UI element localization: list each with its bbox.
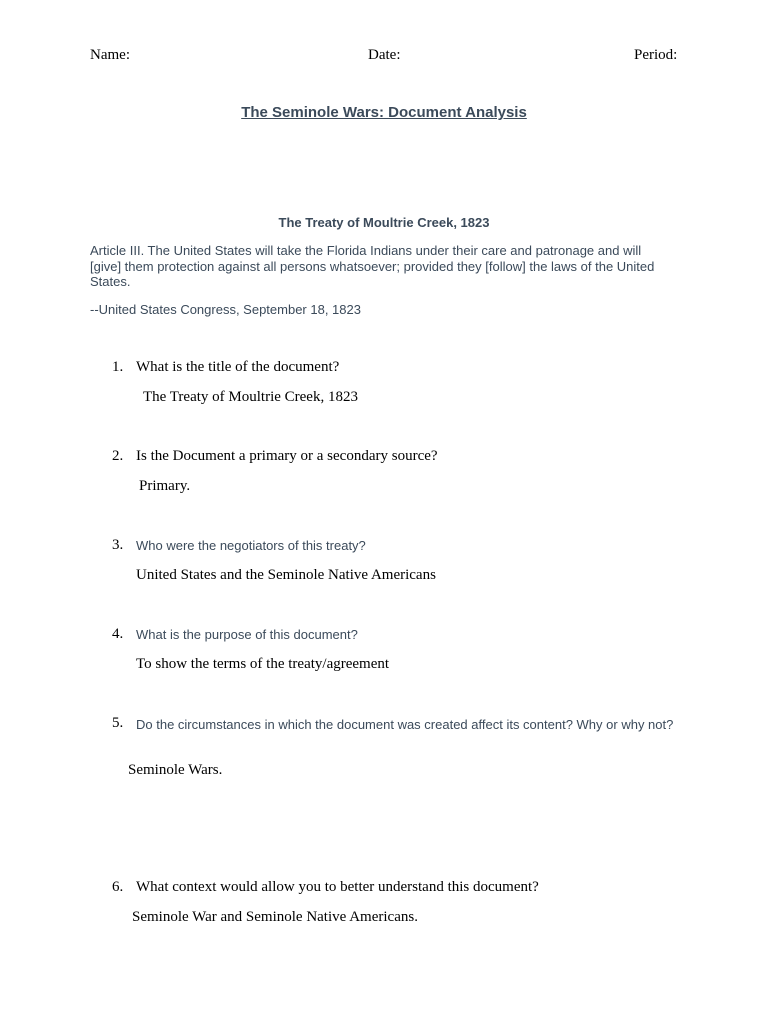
question-number: 1. <box>112 359 124 375</box>
question-text: What is the title of the document? <box>136 359 340 375</box>
answer-text: To show the terms of the treaty/agreement <box>136 656 390 672</box>
document-citation: --United States Congress, September 18, 1823 <box>90 302 361 317</box>
document-excerpt: Article III. The United States will take the Florida Indians under their care and patronage and will [give] them protection against all persons whatsoever; provided they [follow] the laws of the United States. <box>90 243 655 289</box>
document-title: The Treaty of Moultrie Creek, 1823 <box>278 215 490 230</box>
answer-text: Seminole Wars. <box>128 762 223 778</box>
question-text: What context would allow you to better understand this document? <box>136 879 539 895</box>
answer-text: The Treaty of Moultrie Creek, 1823 <box>143 389 358 405</box>
question-number: 3. <box>112 537 124 553</box>
period-label: Period: <box>634 47 678 63</box>
question-text: Is the Document a primary or a secondary source? <box>136 448 438 464</box>
page-title: The Seminole Wars: Document Analysis <box>241 104 527 121</box>
answer-text: Seminole War and Seminole Native Americans. <box>132 909 418 925</box>
question-number: 4. <box>112 626 124 642</box>
name-label: Name: <box>90 47 130 63</box>
question-number: 5. <box>112 715 124 731</box>
question-number: 6. <box>112 879 124 895</box>
date-label: Date: <box>368 47 401 63</box>
question-text: Who were the negotiators of this treaty? <box>136 538 366 553</box>
answer-text: United States and the Seminole Native Americans <box>136 567 436 583</box>
answer-text: Primary. <box>139 478 191 494</box>
question-text: Do the circumstances in which the document was created affect its content? Why or why not? <box>136 717 674 732</box>
question-number: 2. <box>112 448 124 464</box>
question-text: What is the purpose of this document? <box>136 627 358 642</box>
